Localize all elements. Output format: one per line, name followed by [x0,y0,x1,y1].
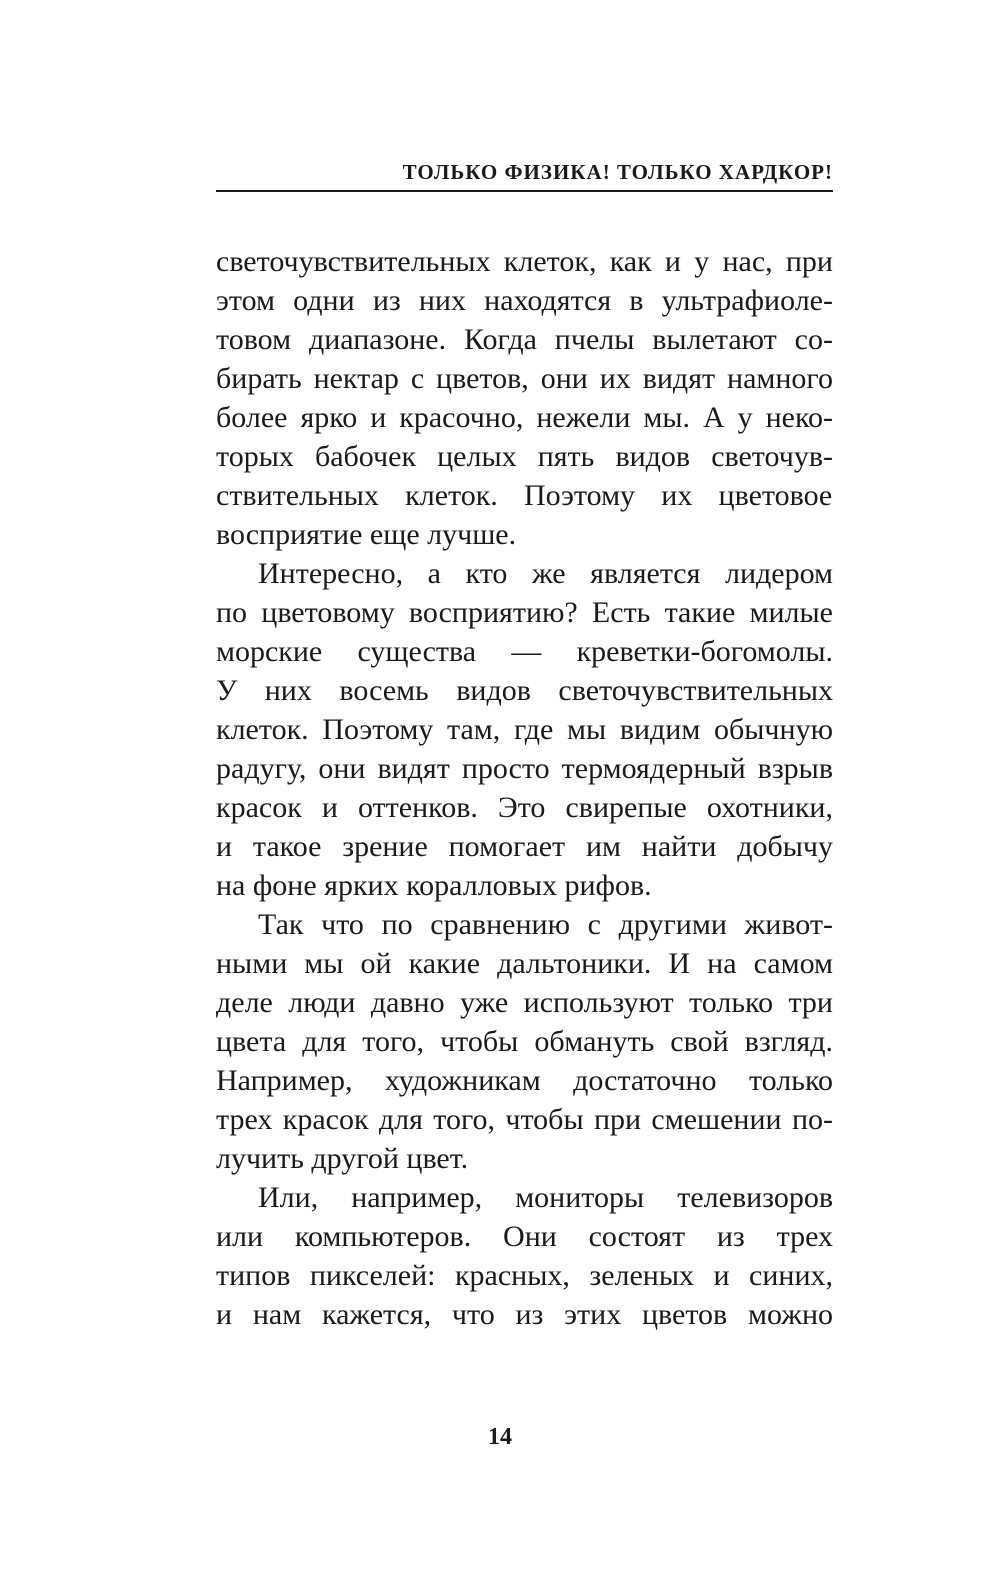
text-line: этом одни из них находятся в ультрафиоле- [216,284,833,317]
text-line: бирать нектар с цветов, они их видят намного [216,362,833,395]
running-head-title: ТОЛЬКО ФИЗИКА! ТОЛЬКО ХАРДКОР! [402,160,833,184]
text-line: лучить другой цвет. [216,1142,469,1175]
text-line: радугу, они видят просто термоядерный взрыв [216,752,833,785]
text-line: Например, художникам достаточно только [216,1064,833,1097]
page-number: 14 [488,1424,512,1450]
text-line: по цветовому восприятию? Есть такие милые [216,596,833,629]
text-line: товом диапазоне. Когда пчелы вылетают со- [216,323,833,356]
text-line: на фоне ярких коралловых рифов. [216,869,652,902]
text-line: восприятие еще лучше. [216,518,517,551]
text-line: ными мы ой какие дальтоники. И на самом [216,947,833,980]
text-line: У них восемь видов светочувствительных [216,674,833,707]
text-line: и такое зрение помогает им найти добычу [216,830,833,863]
text-line: цвета для того, чтобы обмануть свой взгляд. [216,1025,833,1058]
text-line: морские существа — креветки-богомолы. [216,635,833,668]
text-line: трех красок для того, чтобы при смешении по- [216,1103,833,1136]
text-line: Или, например, мониторы телевизоров [258,1181,833,1214]
text-line: Так что по сравнению с другими живот- [258,908,833,941]
text-line: клеток. Поэтому там, где мы видим обычную [216,713,833,746]
text-line: светочувствительных клеток, как и у нас, при [216,245,833,278]
text-line: более ярко и красочно, нежели мы. А у неко- [216,401,833,434]
text-line: Интересно, а кто же является лидером [258,557,833,590]
text-line: типов пикселей: красных, зеленых и синих, [216,1259,833,1292]
text-line: торых бабочек целых пять видов светочув- [216,440,833,473]
text-line: ствительных клеток. Поэтому их цветовое [216,479,833,512]
body-text [216,242,833,1334]
header-rule [216,190,833,192]
text-line: красок и оттенков. Это свирепые охотники, [216,791,833,824]
text-line: и нам кажется, что из этих цветов можно [216,1298,833,1331]
text-line: деле люди давно уже используют только три [216,986,833,1019]
text-line: или компьютеров. Они состоят из трех [216,1220,833,1253]
